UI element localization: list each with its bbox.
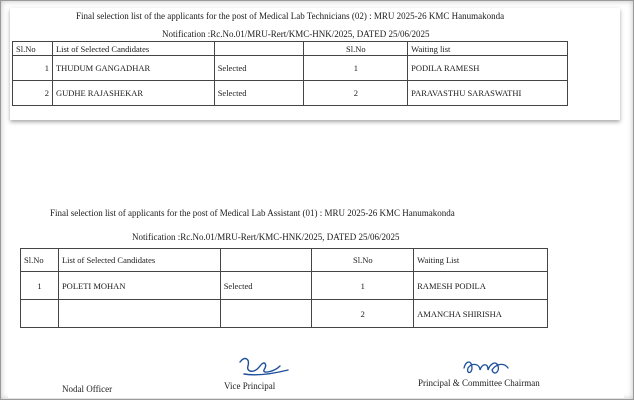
header-waiting-slno: Sl.No <box>304 42 408 56</box>
row-waiting-slno: 2 <box>304 81 408 106</box>
doc1-title: Final selection list of the applicants for the post of Medical Lab Technicians (02) : MRU 2025-26 KMC Hanumakonda <box>76 11 505 21</box>
header-waiting-slno: Sl.No <box>312 249 414 272</box>
row-slno: 1 <box>21 272 59 300</box>
doc2-title: Final selection list of applicants for the post of Medical Lab Assistant (01) : MRU 2025-26 KMC Hanumakonda <box>50 208 455 218</box>
document-sheet-2 <box>8 198 624 398</box>
row-candidate-name <box>58 300 220 328</box>
row-candidate-name: THUDUM GANGADHAR <box>52 56 214 81</box>
row-candidate-name: GUDHE RAJASHEKAR <box>52 81 214 106</box>
table-row <box>21 272 548 300</box>
header-selected-candidates: List of Selected Candidates <box>52 42 214 56</box>
row-waiting-name: PARAVASTHU SARASWATHI <box>408 81 568 106</box>
row-waiting-name: AMANCHA SHIRISHA <box>414 300 548 328</box>
table-header-row <box>21 249 548 272</box>
header-waiting-list: Waiting List <box>414 249 548 272</box>
row-waiting-name: PODILA RAMESH <box>408 56 568 81</box>
header-selected-candidates: List of Selected Candidates <box>58 249 220 272</box>
row-status: Selected <box>220 272 312 300</box>
doc1-notification: Notification :Rc.No.01/MRU-Rert/KMC-HNK/2025, DATED 25/06/2025 <box>162 29 430 39</box>
row-slno: 2 <box>13 81 53 106</box>
row-status <box>220 300 312 328</box>
row-status: Selected <box>214 56 304 81</box>
table-row <box>21 300 548 328</box>
row-candidate-name: POLETI MOHAN <box>58 272 220 300</box>
row-waiting-slno: 2 <box>312 300 414 328</box>
table-row <box>13 81 568 106</box>
row-status: Selected <box>214 81 304 106</box>
table-header-row <box>13 42 568 56</box>
nodal-officer-label: Nodal Officer <box>62 384 113 394</box>
row-slno: 1 <box>13 56 53 81</box>
doc1-table <box>12 41 568 106</box>
header-waiting-list: Waiting list <box>408 42 568 56</box>
header-status <box>214 42 304 56</box>
header-slno: Sl.No <box>21 249 59 272</box>
principal-label: Principal & Committee Chairman <box>418 378 540 388</box>
header-slno: Sl.No <box>13 42 53 56</box>
vice-principal-label: Vice Principal <box>224 381 276 391</box>
row-slno <box>21 300 59 328</box>
table-row <box>13 56 568 81</box>
row-waiting-slno: 1 <box>312 272 414 300</box>
row-waiting-name: RAMESH PODILA <box>414 272 548 300</box>
header-status <box>220 249 312 272</box>
doc2-notification: Notification :Rc.No.01/MRU-Rert/KMC-HNK/2025, DATED 25/06/2025 <box>132 232 400 242</box>
vice-principal-signature-icon <box>234 352 294 382</box>
row-waiting-slno: 1 <box>304 56 408 81</box>
doc2-table <box>20 248 548 328</box>
document-sheet-1 <box>10 8 620 120</box>
